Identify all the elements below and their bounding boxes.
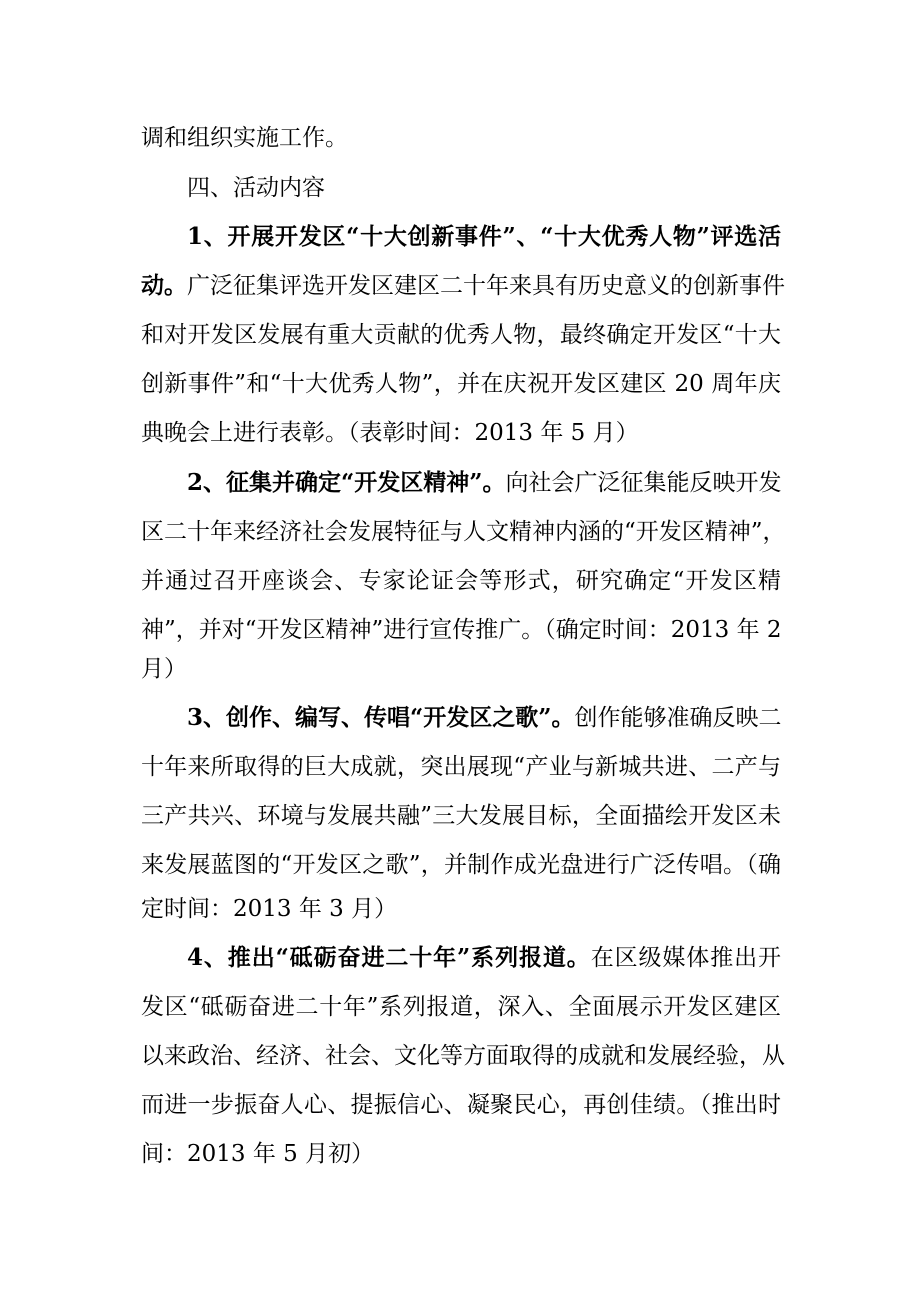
- item-3-title: 3、创作、编写、传唱“开发区之歌”。: [187, 704, 575, 731]
- item-3-line: 三产共兴、环境与发展共融”三大发展目标，全面描绘开发区未: [141, 803, 781, 829]
- item-4-title: 4、推出“砥砺奋进二十年”系列报道。: [187, 944, 591, 971]
- item-2-line: 区二十年来经济社会发展特征与人文精神内涵的“开发区精神”，: [141, 519, 786, 545]
- item-1-body: 广泛征集评选开发区建区二十年来具有历史意义的创新事件: [187, 273, 785, 299]
- item-3-line: 十年来所取得的巨大成就，突出展现“产业与新城共进、二产与: [141, 754, 781, 780]
- section-heading: 四、活动内容: [187, 175, 325, 201]
- item-1-line: 创新事件”和“十大优秀人物”，并在庆祝开发区建区 20 周年庆: [141, 371, 781, 397]
- intro-tail: 调和组织实施工作。: [141, 125, 348, 151]
- item-2-line: 月）: [141, 656, 187, 682]
- item-2-title: 2、征集并确定“开发区精神”。: [187, 469, 506, 496]
- item-1-title: 1、开展开发区“十大创新事件”、“十大优秀人物”评选活: [187, 223, 781, 250]
- item-1-line: 和对开发区发展有重大贡献的优秀人物，最终确定开发区“十大: [141, 322, 781, 348]
- item-2-line: 神”，并对“开发区精神”进行宣传推广。（确定时间：2013 年 2: [141, 617, 782, 643]
- item-3-line: 来发展蓝图的“开发区之歌”，并制作成光盘进行广泛传唱。（确: [141, 852, 781, 878]
- item-4-line: 发区“砥砺奋进二十年”系列报道，深入、全面展示开发区建区: [141, 994, 781, 1020]
- item-1-line: [141, 271, 785, 301]
- item-2-line: 并通过召开座谈会、专家论证会等形式，研究确定“开发区精: [141, 568, 781, 594]
- item-4-line: 以来政治、经济、社会、文化等方面取得的成就和发展经验，从: [141, 1043, 785, 1069]
- item-2-body: 向社会广泛征集能反映开发: [505, 470, 782, 496]
- item-1-title-end: 动。: [141, 272, 187, 299]
- item-4-line: 而进一步振奋人心、提振信心、凝聚民心，再创佳绩。（推出时: [141, 1092, 781, 1118]
- item-3-line: 定时间：2013 年 3 月）: [141, 896, 398, 922]
- item-4-body: 在区级媒体推出开: [590, 945, 781, 971]
- item-2-line: [187, 468, 781, 498]
- item-3-body: 创作能够准确反映二: [574, 705, 782, 731]
- item-4-line: [187, 943, 781, 973]
- item-1-line: 典晚会上进行表彰。（表彰时间：2013 年 5 月）: [141, 420, 639, 446]
- item-4-line: 间：2013 年 5 月初）: [141, 1141, 375, 1167]
- item-3-line: [187, 703, 781, 733]
